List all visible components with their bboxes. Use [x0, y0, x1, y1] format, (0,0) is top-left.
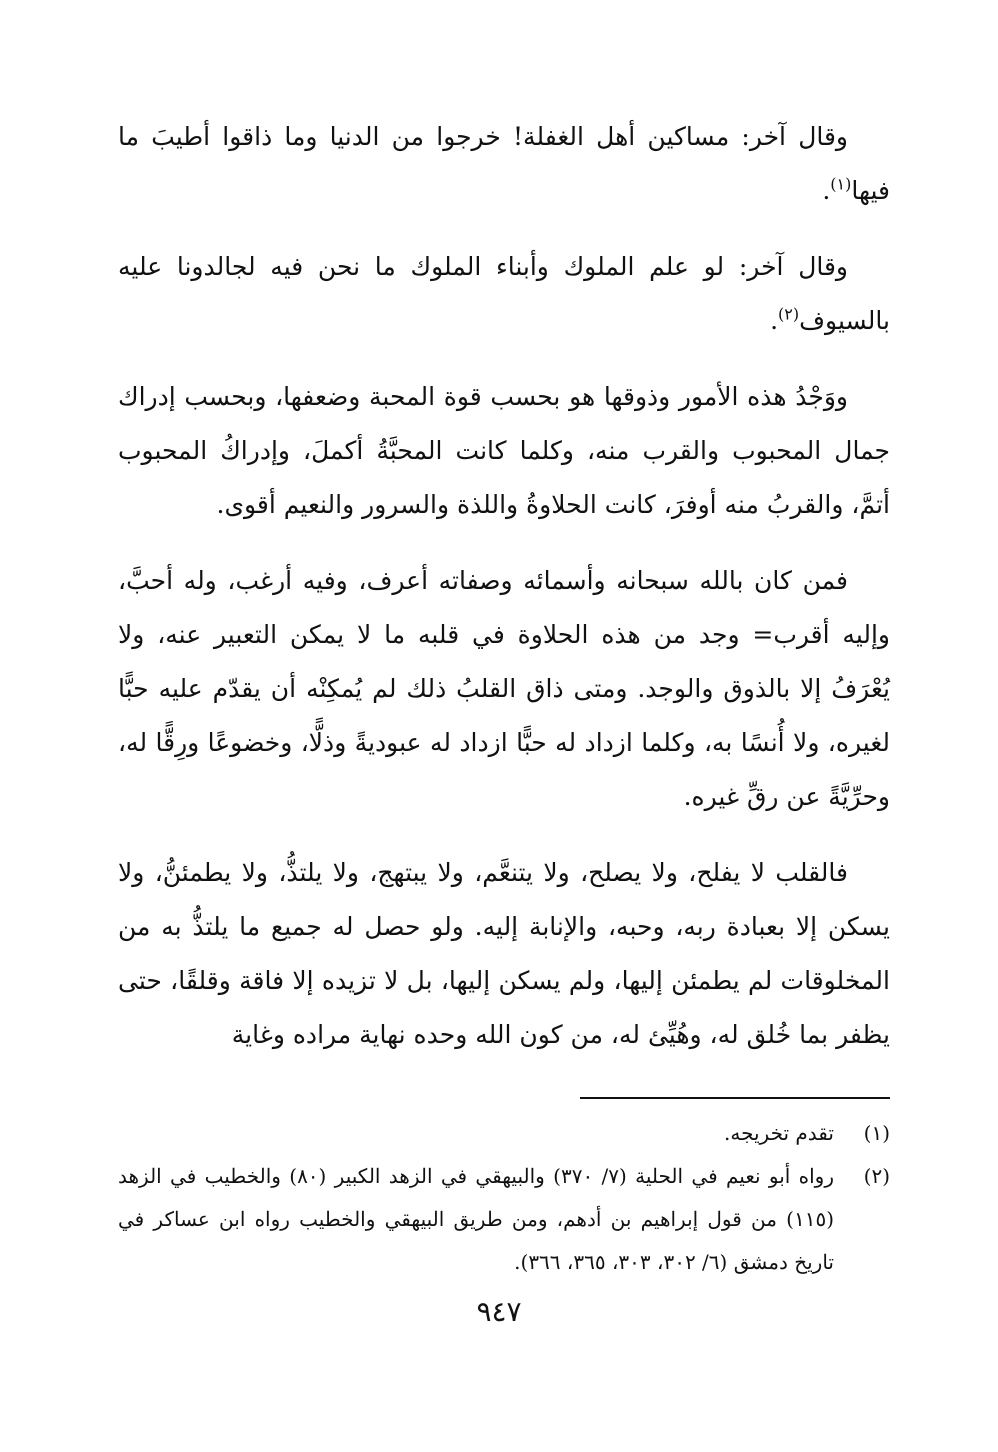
paragraph-3: ووَجْدُ هذه الأمور وذوقها هو بحسب قوة المحبة وضعفها، وبحسب إدراك جمال المحبوب والقرب منه، وكلما كانت المحبَّةُ أكملَ، وإدراكُ المحبوب أتمَّ، والقربُ منه أوفرَ، كانت الحلاوةُ واللذة والسرور والنعيم أقوى.: [118, 382, 890, 519]
footnote-1: [118, 1112, 890, 1155]
footnote-1-number: (١): [863, 1121, 890, 1145]
paragraph-1-end: .: [822, 176, 831, 205]
footnote-ref-2[interactable]: (٢): [778, 304, 800, 324]
paragraph-2-text: وقال آخر: لو علم الملوك وأبناء الملوك ما نحن فيه لجالدونا عليه بالسيوف: [118, 252, 890, 335]
footnote-ref-1[interactable]: (١): [830, 174, 852, 194]
main-text: [118, 110, 890, 1084]
paragraph-2: [118, 240, 890, 348]
footnote-1-text: تقدم تخريجه.: [724, 1121, 834, 1145]
footnote-2-number: (٢): [863, 1164, 890, 1188]
page-number: ٩٤٧: [476, 1295, 522, 1328]
footnote-2-text: رواه أبو نعيم في الحلية (٧/ ٣٧٠) والبيهقي في الزهد الكبير (٨٠) والخطيب في الزهد (١١٥) من قول إبراهيم بن أدهم، ومن طريق البيهقي والخطيب رواه ابن عساكر في تاريخ دمشق (٦/ ٣٠٢، ٣٠٣، ٣٦٥، ٣٦٦).: [118, 1164, 834, 1274]
footnote-divider: [580, 1097, 890, 1099]
paragraph-2-end: .: [770, 306, 779, 335]
paragraph-5: فالقلب لا يفلح، ولا يصلح، ولا يتنعَّم، ولا يبتهج، ولا يلتذُّ، ولا يطمئنُّ، ولا يسكن إلا بعبادة ربه، وحبه، والإنابة إليه. ولو حصل له جميع ما يلتذُّ به من المخلوقات لم يطمئن إليها، ولم يسكن إليها، بل لا تزيده إلا فاقة وقلقًا، حتى يظفر بما خُلق له، وهُيِّئ له، من كون الله وحده نهاية مراده وغاية: [118, 858, 890, 1049]
paragraph-1: [118, 110, 890, 218]
footnotes-section: [118, 1112, 890, 1284]
footnote-2: [118, 1155, 890, 1284]
paragraph-1-text: وقال آخر: مساكين أهل الغفلة! خرجوا من الدنيا وما ذاقوا أطيبَ ما فيها: [118, 122, 890, 205]
paragraph-4: فمن كان بالله سبحانه وأسمائه وصفاته أعرف، وفيه أرغب، وله أحبَّ، وإليه أقرب= وجد من هذه الحلاوة في قلبه ما لا يمكن التعبير عنه، ولا يُعْرَفُ إلا بالذوق والوجد. ومتى ذاق القلبُ ذلك لم يُمكِنْه أن يقدّم عليه حبًّا لغيره، ولا أُنسًا به، وكلما ازداد له حبًّا ازداد له عبوديةً وذلًّا، وخضوعًا ورِقًّا له، وحرِّيَّةً عن رقِّ غيره.: [118, 566, 890, 811]
